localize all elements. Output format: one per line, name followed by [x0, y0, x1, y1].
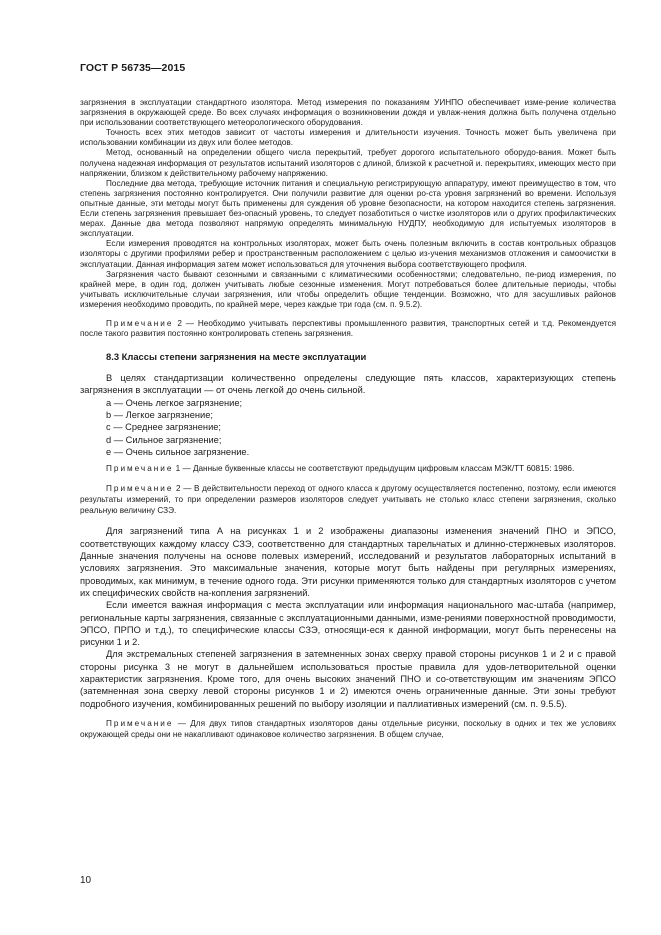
paragraph: Метод, основанный на определении общего числа перекрытий, требует дорогого испытательного оборудо-вания. Может быть получена надежная информация от результатов испытаний изоляторов с длиной, близкой к расчетной и. перекрытиях, имеющих место при напряжении, близком к действительному рабочему напряжению. — [80, 148, 616, 178]
note-end — [80, 719, 616, 741]
note-text: 1 — Данные буквенные классы не соответствуют предыдущим цифровым классам МЭК/ТТ 60815: 1986. — [175, 464, 575, 474]
note-text: — Для двух типов стандартных изоляторов даны отдельные рисунки, поскольку в одних и тех же условиях окружающей среды они не накапливают одинаковое количество загрязнения. В общем случае, — [80, 718, 616, 739]
paragraph: Для загрязнений типа А на рисунках 1 и 2 изображены диапазоны изменения значений ПНО и ЭПСО, соответствующих каждому классу СЗЭ, соответственно для стандартных тарельчатых и длинно-стержневых изоляторов. Данные значения получены на основе полевых измерений, исследований и результатов лабораторных испытаний в условиях загрязнения. Это максимальные значения, которые могут быть найдены при регулярных измерениях, проводимых, как минимум, в течение одного года. Эти рисунки применяются только для стандартных изоляторов с учетом их специфических свойств на-копления загрязнений. — [80, 526, 616, 598]
pollution-classes-list — [106, 397, 616, 458]
note-label: Примечание — [106, 464, 174, 474]
list-item: c — Среднее загрязнение; — [106, 422, 222, 433]
list-item: d — Сильное загрязнение; — [106, 434, 222, 445]
note-label: Примечание — [106, 718, 174, 728]
paragraph: Для экстремальных степеней загрязнения в затемненных зонах сверху правой стороны рисунков 1 и 2 и с правой стороны рисунка 3 не могут в дальнейшем использоваться простые правила для удов-летворительной оценки характеристик загрязнения. Кроме того, для очень высоких значений ПНО и со-ответствующим им значениям ЭПСО (затемненная зона сверху левой стороны рисунков 1 и 2) имеются очень ограниченные данные. Эти зоны требуют подробного изучения, комбинированных решений по выбору изоляции и паллиативных измерений (см. п. 9.5.5). — [80, 649, 616, 709]
section-title: 8.3 Классы степени загрязнения на месте эксплуатации — [106, 351, 367, 363]
document-header: ГОСТ Р 56735—2015 — [80, 62, 186, 74]
paragraph: Последние два метода, требующие источник питания и специальную регистрирующую аппаратуру, имеют преимущество в том, что степень загрязнения постоянно контролируется. Они получили развитие для оценки ро-ста уровня загрязнений во времени. Используя опытные данные, эти методы могут быть применены для суждения об уровне безопасности, на котором находится степень загрязнения. Если степень загрязнения превышает без-опасный уровень, то следует позаботиться о чистке изоляторов или о других профилактических мерах. Данные два метода позволяют напрямую определять минимальную НУДПУ, необходимую для испытуемых изоляторов в эксплуатации. — [80, 178, 616, 239]
paragraph: В целях стандартизации количественно определены следующие пять классов, характеризующих степень загрязнения в эксплуатации — от очень легкой до очень сильной. — [80, 373, 616, 396]
paragraph: Загрязнения часто бывают сезонными и связанными с климатическими особенностями; следовательно, пе-риод измерения, по крайней мере, в один год, должен учитывать любые сезонные изменения. Могут потребоваться более длительные периоды, чтобы учитывать исключительные случаи загрязнения, или чтобы определить общие тенденции. Возможно, что для засушливых районов измерения необходимо проводить, по крайней мере, через каждые три года (см. п. 9.5.2). — [80, 269, 616, 309]
page-number: 10 — [80, 875, 92, 886]
list-item: a — Очень легкое загрязнение; — [106, 397, 243, 408]
note-classes-2 — [80, 484, 616, 516]
note-text: 2 — Необходимо учитывать перспективы промышленного развития, транспортных сетей и т.д. Рекомендуется после такого развития постоянно контролировать степень загрязнения. — [80, 318, 616, 339]
note-classes-1 — [80, 464, 616, 475]
paragraph: Точность всех этих методов зависит от частоты измерения и длительности изучения. Точность может быть увеличена при использовании комбинации из двух или более методов. — [80, 128, 616, 148]
list-item: b — Легкое загрязнение; — [106, 410, 213, 421]
methods-block — [80, 98, 616, 310]
list-item: e — Очень сильное загрязнение. — [106, 446, 250, 457]
paragraph: загрязнения в эксплуатации стандартного изолятора. Метод измерения по показаниям УИНПО обеспечивает изме-рение количества загрязнения в окружающей среде. Во всех случаях информация о возникновении дождя и увлаж-нения должна быть получена отдельно при использовании соответствующего метеорологического оборудования. — [80, 98, 616, 128]
note-label: Примечание — [106, 318, 174, 328]
classes-intro — [80, 372, 616, 397]
note-text: 2 — В действительности переход от одного класса к другому осуществляется постепенно, поэтому, если имеются результаты измерений, то при определении размеров изоляторов следует учитывать не столько класс степени загрязнения, сколько реальную величину СЗЭ. — [80, 484, 616, 515]
paragraph: Если измерения проводятся на контрольных изоляторах, может быть очень полезным включить в состав контрольных образцов изоляторы с другими профилями ребер и пространственным расположением с целью из-учения механизмов отложения и самоочистки в эксплуатации. Данная информация затем может использоваться для уточнения выбора соответствующего профиля. — [80, 239, 616, 269]
paragraph: Если имеется важная информация с места эксплуатации или информация национального мас-штаба (например, региональные карты загрязнения, связанные с эксплуатационными данными, изме-рениями поверхностной проводимости, ЭПСО, ПРПО и т.д.), то специфические классы СЗЭ, относящи-еся к данной информации, могут быть перенесены на рисунки 1 и 2. — [80, 600, 616, 648]
figures-block — [80, 525, 616, 709]
page-content — [80, 98, 616, 740]
note-label: Примечание — [106, 484, 174, 494]
note-2 — [80, 319, 616, 339]
